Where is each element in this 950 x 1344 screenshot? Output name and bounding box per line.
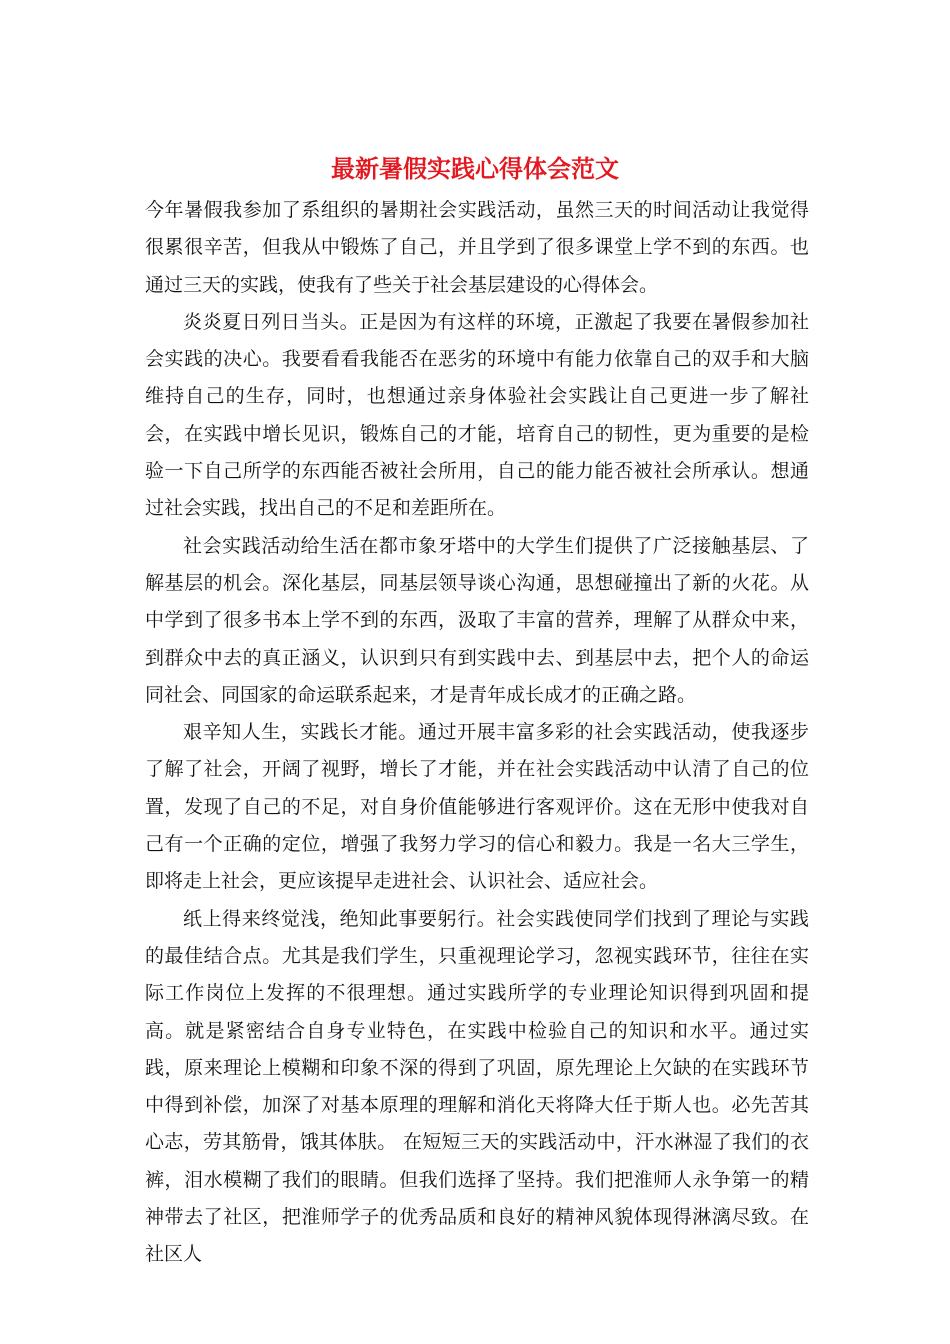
paragraph-5: 纸上得来终觉浅，绝知此事要躬行。社会实践使同学们找到了理论与实践的最佳结合点。尤其是我们学生，只重视理论学习，忽视实践环节，往往在实际工作岗位上发挥的不很理想。通过实践所学的专业理论知识得到巩固和提高。就是紧密结合自身专业特色，在实践中检验自己的知识和水平。通过实践，原来理论上模糊和印象不深的得到了巩固，原先理论上欠缺的在实践环节中得到补偿，加深了对基本原理的理解和消化天将降大任于斯人也。必先苦其心志，劳其筋骨，饿其体肤。 在短短三天的实践活动中，汗水淋湿了我们的衣裤，泪水模糊了我们的眼睛。但我们选择了坚持。我们把淮师人永争第一的精神带去了社区，把淮师学子的优秀品质和良好的精神风貌体现得淋漓尽致。在社区人 [145,907,809,1266]
paragraph-3: 社会实践活动给生活在都市象牙塔中的大学生们提供了广泛接触基层、了解基层的机会。深化基层，同基层领导谈心沟通，思想碰撞出了新的火花。从中学到了很多书本上学不到的东西，汲取了丰富的营养，理解了从群众中来，到群众中去的真正涵义，认识到只有到实践中去、到基层中去，把个人的命运同社会、同国家的命运联系起来，才是青年成长成才的正确之路。 [145,534,809,706]
paragraph-4: 艰辛知人生，实践长才能。通过开展丰富多彩的社会实践活动，使我逐步了解了社会，开阔了视野，增长了才能，并在社会实践活动中认清了自己的位置，发现了自己的不足，对自身价值能够进行客观评价。这在无形中使我对自己有一个正确的定位，增强了我努力学习的信心和毅力。我是一名大三学生，即将走上社会，更应该提早走进社会、认识社会、适应社会。 [145,721,809,893]
paragraph-1: 今年暑假我参加了系组织的暑期社会实践活动，虽然三天的时间活动让我觉得很累很辛苦，但我从中锻炼了自己，并且学到了很多课堂上学不到的东西。也通过三天的实践，使我有了些关于社会基层建设的心得体会。 [145,199,809,296]
document-title: 最新暑假实践心得体会范文 [331,154,619,183]
paragraph-2: 炎炎夏日列日当头。正是因为有这样的环境，正激起了我要在暑假参加社会实践的决心。我要看看我能否在恶劣的环境中有能力依靠自己的双手和大脑维持自己的生存，同时，也想通过亲身体验社会实践让自己更进一步了解社会，在实践中增长见识，锻炼自己的才能，培育自己的韧性，更为重要的是检验一下自己所学的东西能否被社会所用，自己的能力能否被社会所承认。想通过社会实践，找出自己的不足和差距所在。 [145,310,809,520]
document-body [145,192,809,1274]
